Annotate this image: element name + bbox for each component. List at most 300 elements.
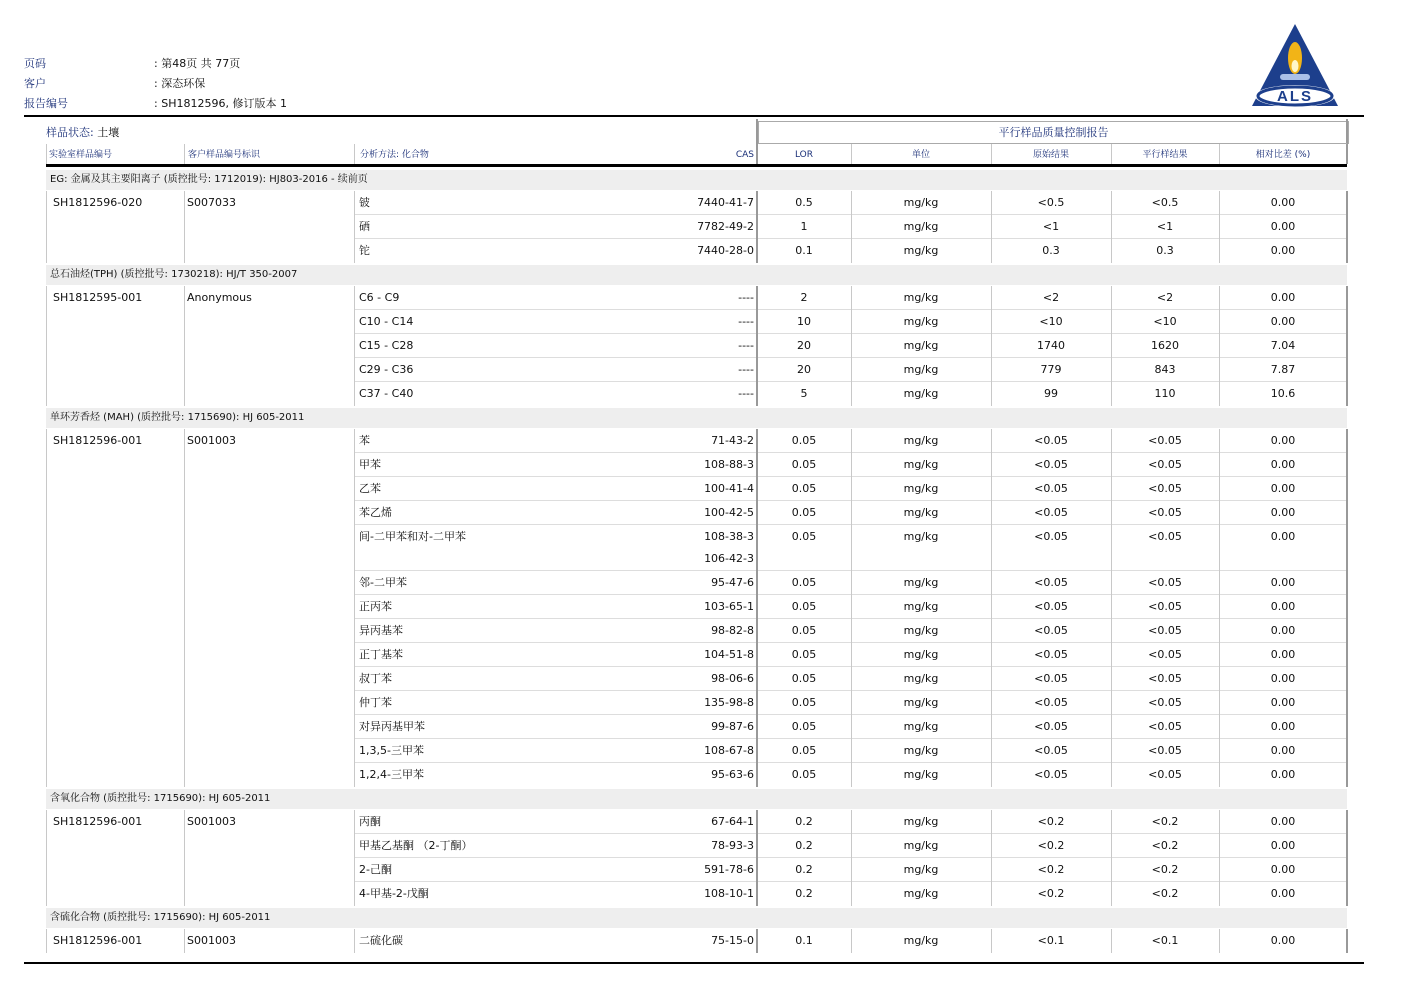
cas-number-secondary: 106-42-3 xyxy=(704,552,754,565)
duplicate-result: <0.05 xyxy=(1148,434,1182,447)
divider xyxy=(756,119,758,164)
lor-value: 0.05 xyxy=(791,696,817,709)
lor-value: 0.05 xyxy=(791,768,817,781)
lor-value: 0.05 xyxy=(791,506,817,519)
column-divider xyxy=(851,429,852,787)
lor-value: 0.05 xyxy=(791,744,817,757)
table-row xyxy=(46,453,1347,477)
column-divider xyxy=(991,191,992,263)
duplicate-result: <10 xyxy=(1153,315,1177,328)
section-header: 总石油烃(TPH) (质控批号: 1730218): HJ/T 350-2007 xyxy=(46,265,1347,285)
rpd-value: 0.00 xyxy=(1270,839,1296,852)
table-row xyxy=(46,477,1347,501)
lor-value: 0.05 xyxy=(791,624,817,637)
original-result: <0.2 xyxy=(1037,815,1065,828)
unit-value: mg/kg xyxy=(903,363,939,376)
lor-value: 0.05 xyxy=(791,576,817,589)
analyte-name: 仲丁苯 xyxy=(359,696,392,709)
unit-value: mg/kg xyxy=(903,672,939,685)
column-divider xyxy=(184,286,185,406)
cas-number: 108-38-3 xyxy=(704,530,754,543)
column-divider xyxy=(1346,429,1348,787)
duplicate-result: <0.05 xyxy=(1148,482,1182,495)
cas-number: 100-41-4 xyxy=(704,482,754,495)
client-sample-id: S001003 xyxy=(187,434,236,447)
lor-value: 0.5 xyxy=(795,196,813,209)
rpd-value: 0.00 xyxy=(1270,576,1296,589)
cas-number: 108-10-1 xyxy=(704,887,754,900)
original-result: <0.05 xyxy=(1034,744,1068,757)
divider xyxy=(851,144,852,164)
unit-value: mg/kg xyxy=(903,506,939,519)
analyte-name: 叔丁苯 xyxy=(359,672,392,685)
column-divider xyxy=(1111,929,1112,953)
unit-value: mg/kg xyxy=(903,220,939,233)
rpd-value: 0.00 xyxy=(1270,530,1296,543)
original-result: <0.05 xyxy=(1034,482,1068,495)
original-result: 0.3 xyxy=(1042,244,1060,257)
rpd-value: 0.00 xyxy=(1270,815,1296,828)
lor-value: 0.05 xyxy=(791,434,817,447)
unit-value: mg/kg xyxy=(903,482,939,495)
cas-number: 100-42-5 xyxy=(704,506,754,519)
cas-number: ---- xyxy=(738,339,754,352)
lor-value: 0.05 xyxy=(791,720,817,733)
column-divider xyxy=(354,429,355,787)
rpd-value: 0.00 xyxy=(1270,482,1296,495)
table-row xyxy=(46,571,1347,595)
table-row xyxy=(46,619,1347,643)
column-divider xyxy=(756,429,758,787)
original-result: <1 xyxy=(1042,220,1060,233)
unit-value: mg/kg xyxy=(903,815,939,828)
analyte-name: 1,3,5-三甲苯 xyxy=(359,744,424,757)
bottom-rule xyxy=(24,962,1364,964)
duplicate-result: <0.2 xyxy=(1151,863,1179,876)
table-row xyxy=(46,858,1347,882)
page-value: : 第48页 共 77页 xyxy=(154,57,241,70)
original-result: <10 xyxy=(1039,315,1063,328)
original-result: <0.1 xyxy=(1037,934,1065,947)
lor-value: 1 xyxy=(800,220,808,233)
cas-number: 75-15-0 xyxy=(711,934,754,947)
unit-value: mg/kg xyxy=(903,576,939,589)
column-divider xyxy=(851,929,852,953)
unit-value: mg/kg xyxy=(903,839,939,852)
table-row xyxy=(46,929,1347,953)
rpd-value: 0.00 xyxy=(1270,744,1296,757)
column-divider xyxy=(1219,429,1220,787)
analyte-name: C37 - C40 xyxy=(359,387,414,400)
rpd-value: 0.00 xyxy=(1270,196,1296,209)
column-divider xyxy=(991,929,992,953)
table-row xyxy=(46,763,1347,787)
duplicate-result: <0.05 xyxy=(1148,672,1182,685)
duplicate-result: <0.05 xyxy=(1148,530,1182,543)
col-cas: CAS xyxy=(735,150,754,160)
top-rule xyxy=(24,115,1364,117)
column-divider xyxy=(756,191,758,263)
analyte-name: 苯乙烯 xyxy=(359,506,392,519)
cas-number: 78-93-3 xyxy=(711,839,754,852)
column-divider xyxy=(756,929,758,953)
analyte-name: 二硫化碳 xyxy=(359,934,403,947)
analyte-name: 甲苯 xyxy=(359,458,381,471)
table-row xyxy=(46,525,1347,571)
column-divider xyxy=(851,810,852,906)
column-divider xyxy=(1111,429,1112,787)
column-divider xyxy=(354,929,355,953)
cas-number: 108-88-3 xyxy=(704,458,754,471)
column-divider xyxy=(1346,810,1348,906)
client-label: 客户 xyxy=(24,77,46,90)
analyte-name: 硒 xyxy=(359,220,370,233)
lab-sample-id: SH1812596-020 xyxy=(53,196,143,209)
analyte-name: 乙苯 xyxy=(359,482,381,495)
column-divider xyxy=(1346,191,1348,263)
original-result: <0.2 xyxy=(1037,839,1065,852)
column-divider xyxy=(1111,286,1112,406)
rpd-value: 0.00 xyxy=(1270,244,1296,257)
unit-value: mg/kg xyxy=(903,863,939,876)
duplicate-result: <0.05 xyxy=(1148,624,1182,637)
duplicate-result: <1 xyxy=(1156,220,1174,233)
cas-number: 103-65-1 xyxy=(704,600,754,613)
cas-number: 99-87-6 xyxy=(711,720,754,733)
duplicate-result: <0.05 xyxy=(1148,600,1182,613)
original-result: <0.05 xyxy=(1034,506,1068,519)
divider xyxy=(1219,144,1220,164)
divider xyxy=(1346,119,1348,164)
column-divider xyxy=(851,191,852,263)
col-lor: LOR xyxy=(794,150,814,160)
rpd-value: 0.00 xyxy=(1270,887,1296,900)
duplicate-result: <0.5 xyxy=(1151,196,1179,209)
table-row xyxy=(46,882,1347,906)
column-divider xyxy=(46,286,47,406)
table-row xyxy=(46,215,1347,239)
duplicate-result: 0.3 xyxy=(1156,244,1174,257)
rpd-value: 0.00 xyxy=(1270,934,1296,947)
analyte-name: 丙酮 xyxy=(359,815,381,828)
lab-sample-id: SH1812596-001 xyxy=(53,434,143,447)
rpd-value: 0.00 xyxy=(1270,648,1296,661)
table-row xyxy=(46,691,1347,715)
rpd-value: 0.00 xyxy=(1270,506,1296,519)
column-divider xyxy=(354,191,355,263)
table-row xyxy=(46,715,1347,739)
column-divider xyxy=(354,286,355,406)
report-value: : SH1812596, 修订版本 1 xyxy=(154,97,287,110)
analyte-name: C15 - C28 xyxy=(359,339,414,352)
original-result: <0.05 xyxy=(1034,624,1068,637)
report-label: 报告编号 xyxy=(24,97,68,110)
table-row xyxy=(46,286,1347,310)
client-sample-id: S007033 xyxy=(187,196,236,209)
divider xyxy=(354,144,355,164)
client-sample-id: S001003 xyxy=(187,815,236,828)
table-row xyxy=(46,239,1347,263)
table-row xyxy=(46,358,1347,382)
original-result: <0.05 xyxy=(1034,458,1068,471)
unit-value: mg/kg xyxy=(903,339,939,352)
analyte-name: 间-二甲苯和对-二甲苯 xyxy=(359,530,466,543)
column-divider xyxy=(1346,929,1348,953)
lor-value: 5 xyxy=(800,387,808,400)
table-row xyxy=(46,429,1347,453)
unit-value: mg/kg xyxy=(903,315,939,328)
column-divider xyxy=(1111,810,1112,906)
analyte-name: 铊 xyxy=(359,244,370,257)
rpd-value: 0.00 xyxy=(1270,220,1296,233)
lab-sample-id: SH1812595-001 xyxy=(53,291,143,304)
original-result: <0.05 xyxy=(1034,434,1068,447)
section-header: 含氧化合物 (质控批号: 1715690): HJ 605-2011 xyxy=(46,789,1347,809)
cas-number: 95-47-6 xyxy=(711,576,754,589)
analyte-name: 正丙苯 xyxy=(359,600,392,613)
col-client-id: 客户样品编号标识 xyxy=(188,150,261,160)
original-result: 1740 xyxy=(1037,339,1065,352)
cas-number: ---- xyxy=(738,363,754,376)
rpd-value: 0.00 xyxy=(1270,600,1296,613)
rpd-value: 7.87 xyxy=(1270,363,1296,376)
original-result: <0.5 xyxy=(1037,196,1065,209)
column-divider xyxy=(991,429,992,787)
analyte-name: C10 - C14 xyxy=(359,315,414,328)
analyte-name: 苯 xyxy=(359,434,370,447)
column-divider xyxy=(991,810,992,906)
cas-number: 7440-28-0 xyxy=(697,244,754,257)
original-result: <0.05 xyxy=(1034,720,1068,733)
duplicate-result: 843 xyxy=(1154,363,1176,376)
cas-number: ---- xyxy=(738,315,754,328)
unit-value: mg/kg xyxy=(903,387,939,400)
table-row xyxy=(46,667,1347,691)
rpd-value: 0.00 xyxy=(1270,291,1296,304)
lor-value: 0.2 xyxy=(795,815,813,828)
lor-value: 0.05 xyxy=(791,458,817,471)
cas-number: 591-78-6 xyxy=(704,863,754,876)
original-result: <0.05 xyxy=(1034,600,1068,613)
duplicate-result: <0.05 xyxy=(1148,458,1182,471)
rpd-value: 0.00 xyxy=(1270,315,1296,328)
column-divider xyxy=(46,191,47,263)
lor-value: 0.05 xyxy=(791,600,817,613)
duplicate-result: <0.1 xyxy=(1151,934,1179,947)
lor-value: 0.05 xyxy=(791,482,817,495)
cas-number: 108-67-8 xyxy=(704,744,754,757)
col-unit: 单位 xyxy=(911,150,930,160)
analyte-name: 正丁基苯 xyxy=(359,648,403,661)
table-row xyxy=(46,382,1347,406)
client-value: : 深态环保 xyxy=(154,77,206,90)
qc-report-title: 平行样品质量控制报告 xyxy=(758,121,1349,144)
lab-sample-id: SH1812596-001 xyxy=(53,815,143,828)
unit-value: mg/kg xyxy=(903,768,939,781)
unit-value: mg/kg xyxy=(903,934,939,947)
als-logo xyxy=(1250,22,1340,110)
lor-value: 10 xyxy=(797,315,811,328)
original-result: <0.2 xyxy=(1037,863,1065,876)
cas-number: 98-82-8 xyxy=(711,624,754,637)
col-lab-id: 实验室样品编号 xyxy=(49,150,113,160)
divider xyxy=(991,144,992,164)
table-row xyxy=(46,834,1347,858)
analyte-name: 甲基乙基酮 （2-丁酮） xyxy=(359,839,473,852)
cas-number: 95-63-6 xyxy=(711,768,754,781)
lor-value: 20 xyxy=(797,339,811,352)
column-divider xyxy=(354,810,355,906)
table-row xyxy=(46,739,1347,763)
rpd-value: 0.00 xyxy=(1270,672,1296,685)
divider xyxy=(1111,144,1112,164)
rpd-value: 0.00 xyxy=(1270,863,1296,876)
unit-value: mg/kg xyxy=(903,720,939,733)
table-row xyxy=(46,501,1347,525)
lor-value: 0.05 xyxy=(791,530,817,543)
column-divider xyxy=(1219,286,1220,406)
unit-value: mg/kg xyxy=(903,648,939,661)
original-result: <2 xyxy=(1042,291,1060,304)
unit-value: mg/kg xyxy=(903,530,939,543)
unit-value: mg/kg xyxy=(903,887,939,900)
rpd-value: 0.00 xyxy=(1270,720,1296,733)
duplicate-result: 110 xyxy=(1154,387,1176,400)
original-result: <0.05 xyxy=(1034,576,1068,589)
unit-value: mg/kg xyxy=(903,196,939,209)
duplicate-result: 1620 xyxy=(1151,339,1179,352)
duplicate-result: <0.05 xyxy=(1148,768,1182,781)
col-rpd: 相对比差 (%) xyxy=(1255,150,1311,160)
column-divider xyxy=(851,286,852,406)
divider xyxy=(46,144,47,164)
column-divider xyxy=(46,429,47,787)
client-sample-id: S001003 xyxy=(187,934,236,947)
column-divider xyxy=(1346,286,1348,406)
table-row xyxy=(46,595,1347,619)
column-divider xyxy=(184,429,185,787)
section-header: 单环芳香烃 (MAH) (质控批号: 1715690): HJ 605-2011 xyxy=(46,408,1347,428)
unit-value: mg/kg xyxy=(903,600,939,613)
original-result: <0.05 xyxy=(1034,648,1068,661)
rpd-value: 0.00 xyxy=(1270,768,1296,781)
column-divider xyxy=(756,810,758,906)
unit-value: mg/kg xyxy=(903,458,939,471)
original-result: <0.05 xyxy=(1034,530,1068,543)
rpd-value: 0.00 xyxy=(1270,458,1296,471)
cas-number: 135-98-8 xyxy=(704,696,754,709)
client-sample-id: Anonymous xyxy=(187,291,252,304)
lor-value: 0.05 xyxy=(791,672,817,685)
cas-number: 7440-41-7 xyxy=(697,196,754,209)
lor-value: 0.2 xyxy=(795,839,813,852)
section-header: 含硫化合物 (质控批号: 1715690): HJ 605-2011 xyxy=(46,908,1347,928)
analyte-name: 邻-二甲苯 xyxy=(359,576,407,589)
col-original: 原始结果 xyxy=(1032,150,1069,160)
lor-value: 2 xyxy=(800,291,808,304)
lor-value: 0.1 xyxy=(795,244,813,257)
column-divider xyxy=(46,810,47,906)
lor-value: 0.05 xyxy=(791,648,817,661)
column-divider xyxy=(184,810,185,906)
duplicate-result: <2 xyxy=(1156,291,1174,304)
table-row xyxy=(46,310,1347,334)
rpd-value: 0.00 xyxy=(1270,434,1296,447)
column-divider xyxy=(184,191,185,263)
duplicate-result: <0.05 xyxy=(1148,744,1182,757)
rpd-value: 0.00 xyxy=(1270,696,1296,709)
duplicate-result: <0.05 xyxy=(1148,696,1182,709)
rpd-value: 10.6 xyxy=(1270,387,1296,400)
table-row xyxy=(46,643,1347,667)
col-method: 分析方法: 化合物 xyxy=(360,150,429,160)
analyte-name: 铍 xyxy=(359,196,370,209)
unit-value: mg/kg xyxy=(903,696,939,709)
table-row xyxy=(46,810,1347,834)
duplicate-result: <0.2 xyxy=(1151,887,1179,900)
analyte-name: 异丙基苯 xyxy=(359,624,403,637)
unit-value: mg/kg xyxy=(903,744,939,757)
lor-value: 0.2 xyxy=(795,887,813,900)
sample-state: 样品状态: 土壤 xyxy=(46,126,120,139)
col-duplicate: 平行样结果 xyxy=(1142,150,1188,160)
lor-value: 0.1 xyxy=(795,934,813,947)
original-result: 779 xyxy=(1040,363,1062,376)
duplicate-result: <0.2 xyxy=(1151,815,1179,828)
unit-value: mg/kg xyxy=(903,291,939,304)
duplicate-result: <0.05 xyxy=(1148,576,1182,589)
column-divider xyxy=(756,286,758,406)
unit-value: mg/kg xyxy=(903,244,939,257)
lor-value: 0.2 xyxy=(795,863,813,876)
divider xyxy=(184,144,185,164)
rpd-value: 0.00 xyxy=(1270,624,1296,637)
column-divider xyxy=(1219,810,1220,906)
page-label: 页码 xyxy=(24,57,46,70)
analyte-name: 4-甲基-2-戊酮 xyxy=(359,887,429,900)
cas-number: 67-64-1 xyxy=(711,815,754,828)
cas-number: ---- xyxy=(738,387,754,400)
duplicate-result: <0.2 xyxy=(1151,839,1179,852)
column-divider xyxy=(1111,191,1112,263)
analyte-name: C29 - C36 xyxy=(359,363,414,376)
cas-number: ---- xyxy=(738,291,754,304)
column-divider xyxy=(1219,929,1220,953)
original-result: 99 xyxy=(1044,387,1058,400)
table-header-rule xyxy=(46,164,1347,167)
rpd-value: 7.04 xyxy=(1270,339,1296,352)
table-row xyxy=(46,191,1347,215)
analyte-name: 1,2,4-三甲苯 xyxy=(359,768,424,781)
lor-value: 20 xyxy=(797,363,811,376)
column-divider xyxy=(1219,191,1220,263)
column-divider xyxy=(991,286,992,406)
cas-number: 7782-49-2 xyxy=(697,220,754,233)
section-header: EG: 金属及其主要阳离子 (质控批号: 1712019): HJ803-2016 - 续前页 xyxy=(46,170,1347,190)
unit-value: mg/kg xyxy=(903,434,939,447)
original-result: <0.05 xyxy=(1034,696,1068,709)
lab-sample-id: SH1812596-001 xyxy=(53,934,143,947)
duplicate-result: <0.05 xyxy=(1148,648,1182,661)
logo-text: ALS xyxy=(1277,88,1313,105)
original-result: <0.05 xyxy=(1034,672,1068,685)
duplicate-result: <0.05 xyxy=(1148,506,1182,519)
analyte-name: C6 - C9 xyxy=(359,291,400,304)
analyte-name: 对异丙基甲苯 xyxy=(359,720,425,733)
cas-number: 98-06-6 xyxy=(711,672,754,685)
qc-title-underline xyxy=(758,143,1347,144)
analyte-name: 2-己酮 xyxy=(359,863,392,876)
